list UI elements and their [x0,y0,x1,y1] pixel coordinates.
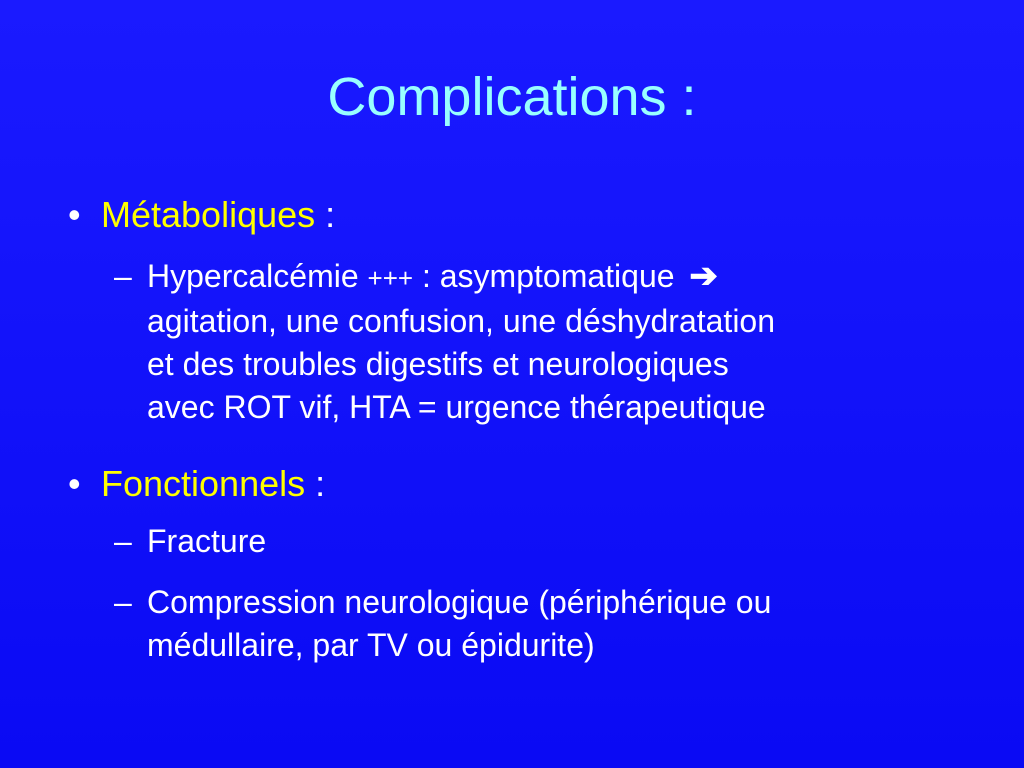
sub-item-fracture [114,520,266,563]
heading-colon: : [315,194,336,235]
text-line: Fracture [147,523,267,559]
bullet-item-metaboliques [68,193,335,237]
dash-icon: – [114,584,132,620]
text-line: et des troubles digestifs et neurologiques [147,346,729,382]
bullet-icon: • [68,194,81,235]
section-heading: Métaboliques [101,194,316,235]
dash-icon: – [114,523,132,559]
bullet-icon: • [68,463,81,504]
text-line: Compression neurologique (périphérique ou [147,584,772,620]
sub-item-hypercalcemie [114,255,775,429]
plus-marks: +++ [367,263,414,293]
heading-colon: : [305,463,326,504]
text-line: avec ROT vif, HTA = urgence thérapeutique [147,389,766,425]
text-line: médullaire, par TV ou épidurite) [147,627,595,663]
text-segment: Hypercalcémie [147,258,368,294]
sub-item-compression [114,581,771,667]
text-line: agitation, une confusion, une déshydratation [147,303,776,339]
text-segment: : asymptomatique [413,258,684,294]
bullet-item-fonctionnels [68,462,325,506]
right-arrow-icon: ➔ [689,257,718,295]
section-heading: Fonctionnels [101,463,306,504]
slide-title: Complications : [327,67,697,127]
text-line [147,255,775,300]
dash-icon: – [114,258,132,294]
